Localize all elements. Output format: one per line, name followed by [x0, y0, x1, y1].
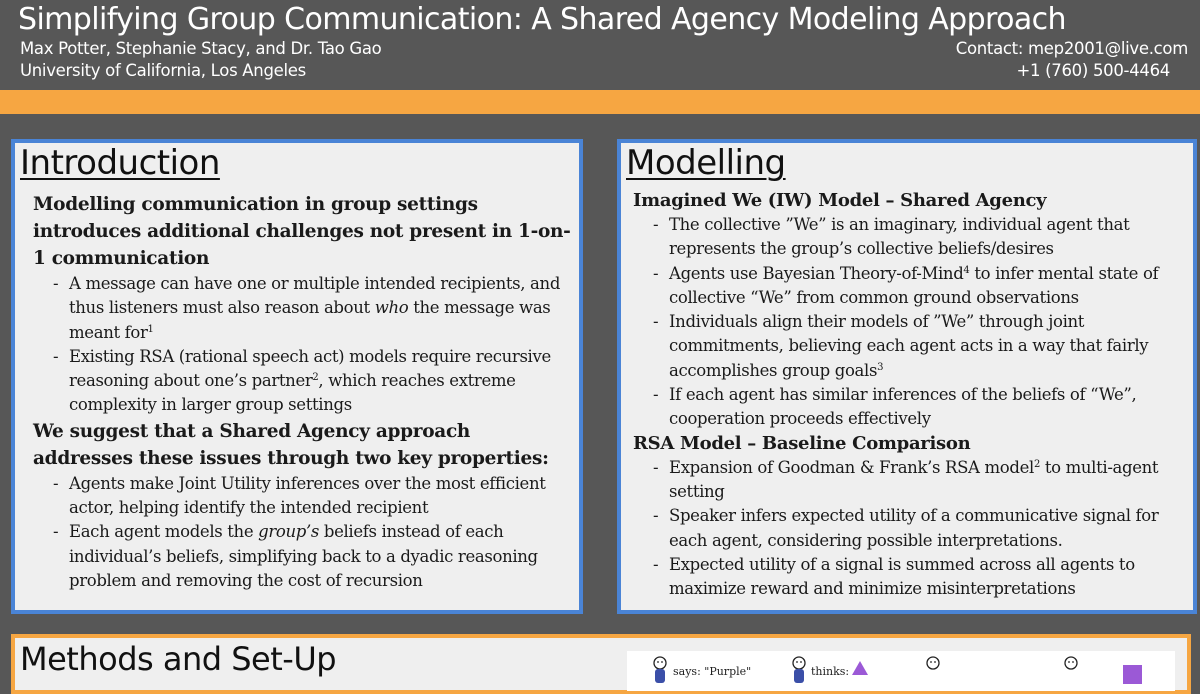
bullet-sup: 2	[1033, 458, 1040, 470]
introduction-content	[33, 191, 573, 593]
fig-label-thinks: thinks:	[811, 665, 850, 678]
bullet-pre: Expansion of Goodman & Frank’s RSA model	[669, 457, 1034, 477]
bullet-pre: Expected utility of a signal is summed across all agents to maximize reward and minimize misinterpretations	[669, 554, 1135, 599]
purple-triangle-icon	[852, 661, 868, 675]
bullet-item	[69, 520, 573, 593]
methods-panel	[11, 634, 1191, 694]
modelling-panel	[617, 139, 1197, 614]
bullet-pre: Agents make Joint Utility inferences over the most efficient actor, helping identify the intended recipient	[69, 473, 546, 518]
bullet-pre: Existing RSA (rational speech act) models require recursive reasoning about one’s partner	[69, 346, 551, 391]
iw-model-heading: Imagined We (IW) Model – Shared Agency	[633, 190, 1047, 211]
bullet-pre: Speaker infers expected utility of a communicative signal for each agent, considering possible interpretations.	[669, 506, 1159, 550]
bullet-item	[69, 272, 573, 345]
bullet-item	[669, 262, 1187, 311]
bullet-sup: 2	[312, 372, 319, 384]
rsa-bullets	[633, 456, 1187, 602]
methods-heading: Methods and Set-Up	[20, 640, 337, 678]
bullet-pre: If each agent has similar inferences of the beliefs of “We”, cooperation proceeds effectively	[669, 385, 1137, 429]
poster-title: Simplifying Group Communication: A Shared Agency Modeling Approach	[18, 2, 1066, 37]
rsa-model-heading: RSA Model – Baseline Comparison	[633, 432, 971, 454]
intro-lead-1: Modelling communication in group settings introduces additional challenges not present in 1-on-1 communication	[33, 194, 571, 269]
bullet-pre: A message can have one or multiple intended recipients, and thus listeners must also reason about	[69, 274, 561, 318]
bullet-em: group’s	[258, 522, 319, 542]
bullet-post: , which reaches extreme complexity in larger group settings	[69, 371, 516, 415]
bullet-pre: Individuals align their models of ”We” through joint commitments, believing each agent acts in a way that fairly accomplishes group goals	[669, 312, 1149, 380]
bullet-pre: Agents use Bayesian Theory-of-Mind	[669, 263, 964, 283]
bullet-item	[669, 213, 1187, 262]
poster-header	[0, 0, 1200, 90]
contact-email: Contact: mep2001@live.com	[955, 39, 1188, 58]
bullet-pre: Each agent models the	[69, 522, 259, 542]
modelling-heading: Modelling	[626, 143, 786, 183]
bullet-item	[669, 383, 1187, 432]
agent-icon-3	[927, 657, 939, 669]
contact-phone: +1 (760) 500-4464	[1016, 61, 1170, 80]
intro-bullets-1	[33, 272, 573, 418]
affiliation: University of California, Los Angeles	[20, 61, 306, 80]
intro-bullets-2	[33, 472, 573, 593]
bullet-item	[669, 310, 1187, 383]
bullet-post: the message was meant for	[69, 298, 551, 342]
bullet-em: who	[374, 298, 409, 318]
listener-agent-icon	[793, 657, 805, 683]
modelling-content	[633, 189, 1187, 601]
bullet-post: to multi-agent setting	[669, 457, 1159, 501]
bullet-sup: 1	[147, 323, 154, 335]
bullet-sup: 4	[963, 264, 970, 276]
bullet-post: to infer mental state of collective “We” from common ground observations	[669, 263, 1159, 307]
iw-bullets	[633, 213, 1187, 432]
intro-lead-2: We suggest that a Shared Agency approach addresses these issues through two key properties:	[33, 420, 549, 469]
bullet-item	[669, 504, 1187, 553]
fig-label-says: says: "Purple"	[673, 665, 752, 678]
bullet-item	[669, 553, 1187, 602]
bullet-item	[69, 472, 573, 521]
introduction-heading: Introduction	[20, 143, 220, 183]
bullet-post: beliefs instead of each individual’s beliefs, simplifying back to a dyadic reasoning problem and removing the cost of recursion	[69, 522, 538, 590]
bullet-item	[669, 456, 1187, 505]
agent-icon-4	[1065, 657, 1077, 669]
authors: Max Potter, Stephanie Stacy, and Dr. Tao Gao	[20, 39, 382, 58]
accent-bar	[0, 90, 1200, 114]
methods-figure	[627, 651, 1175, 691]
introduction-panel	[11, 139, 583, 614]
speaker-agent-icon	[654, 657, 666, 683]
bullet-sup: 3	[877, 361, 884, 373]
bullet-pre: The collective ”We” is an imaginary, individual agent that represents the group’s collective beliefs/desires	[669, 215, 1130, 259]
bullet-item	[69, 345, 573, 418]
